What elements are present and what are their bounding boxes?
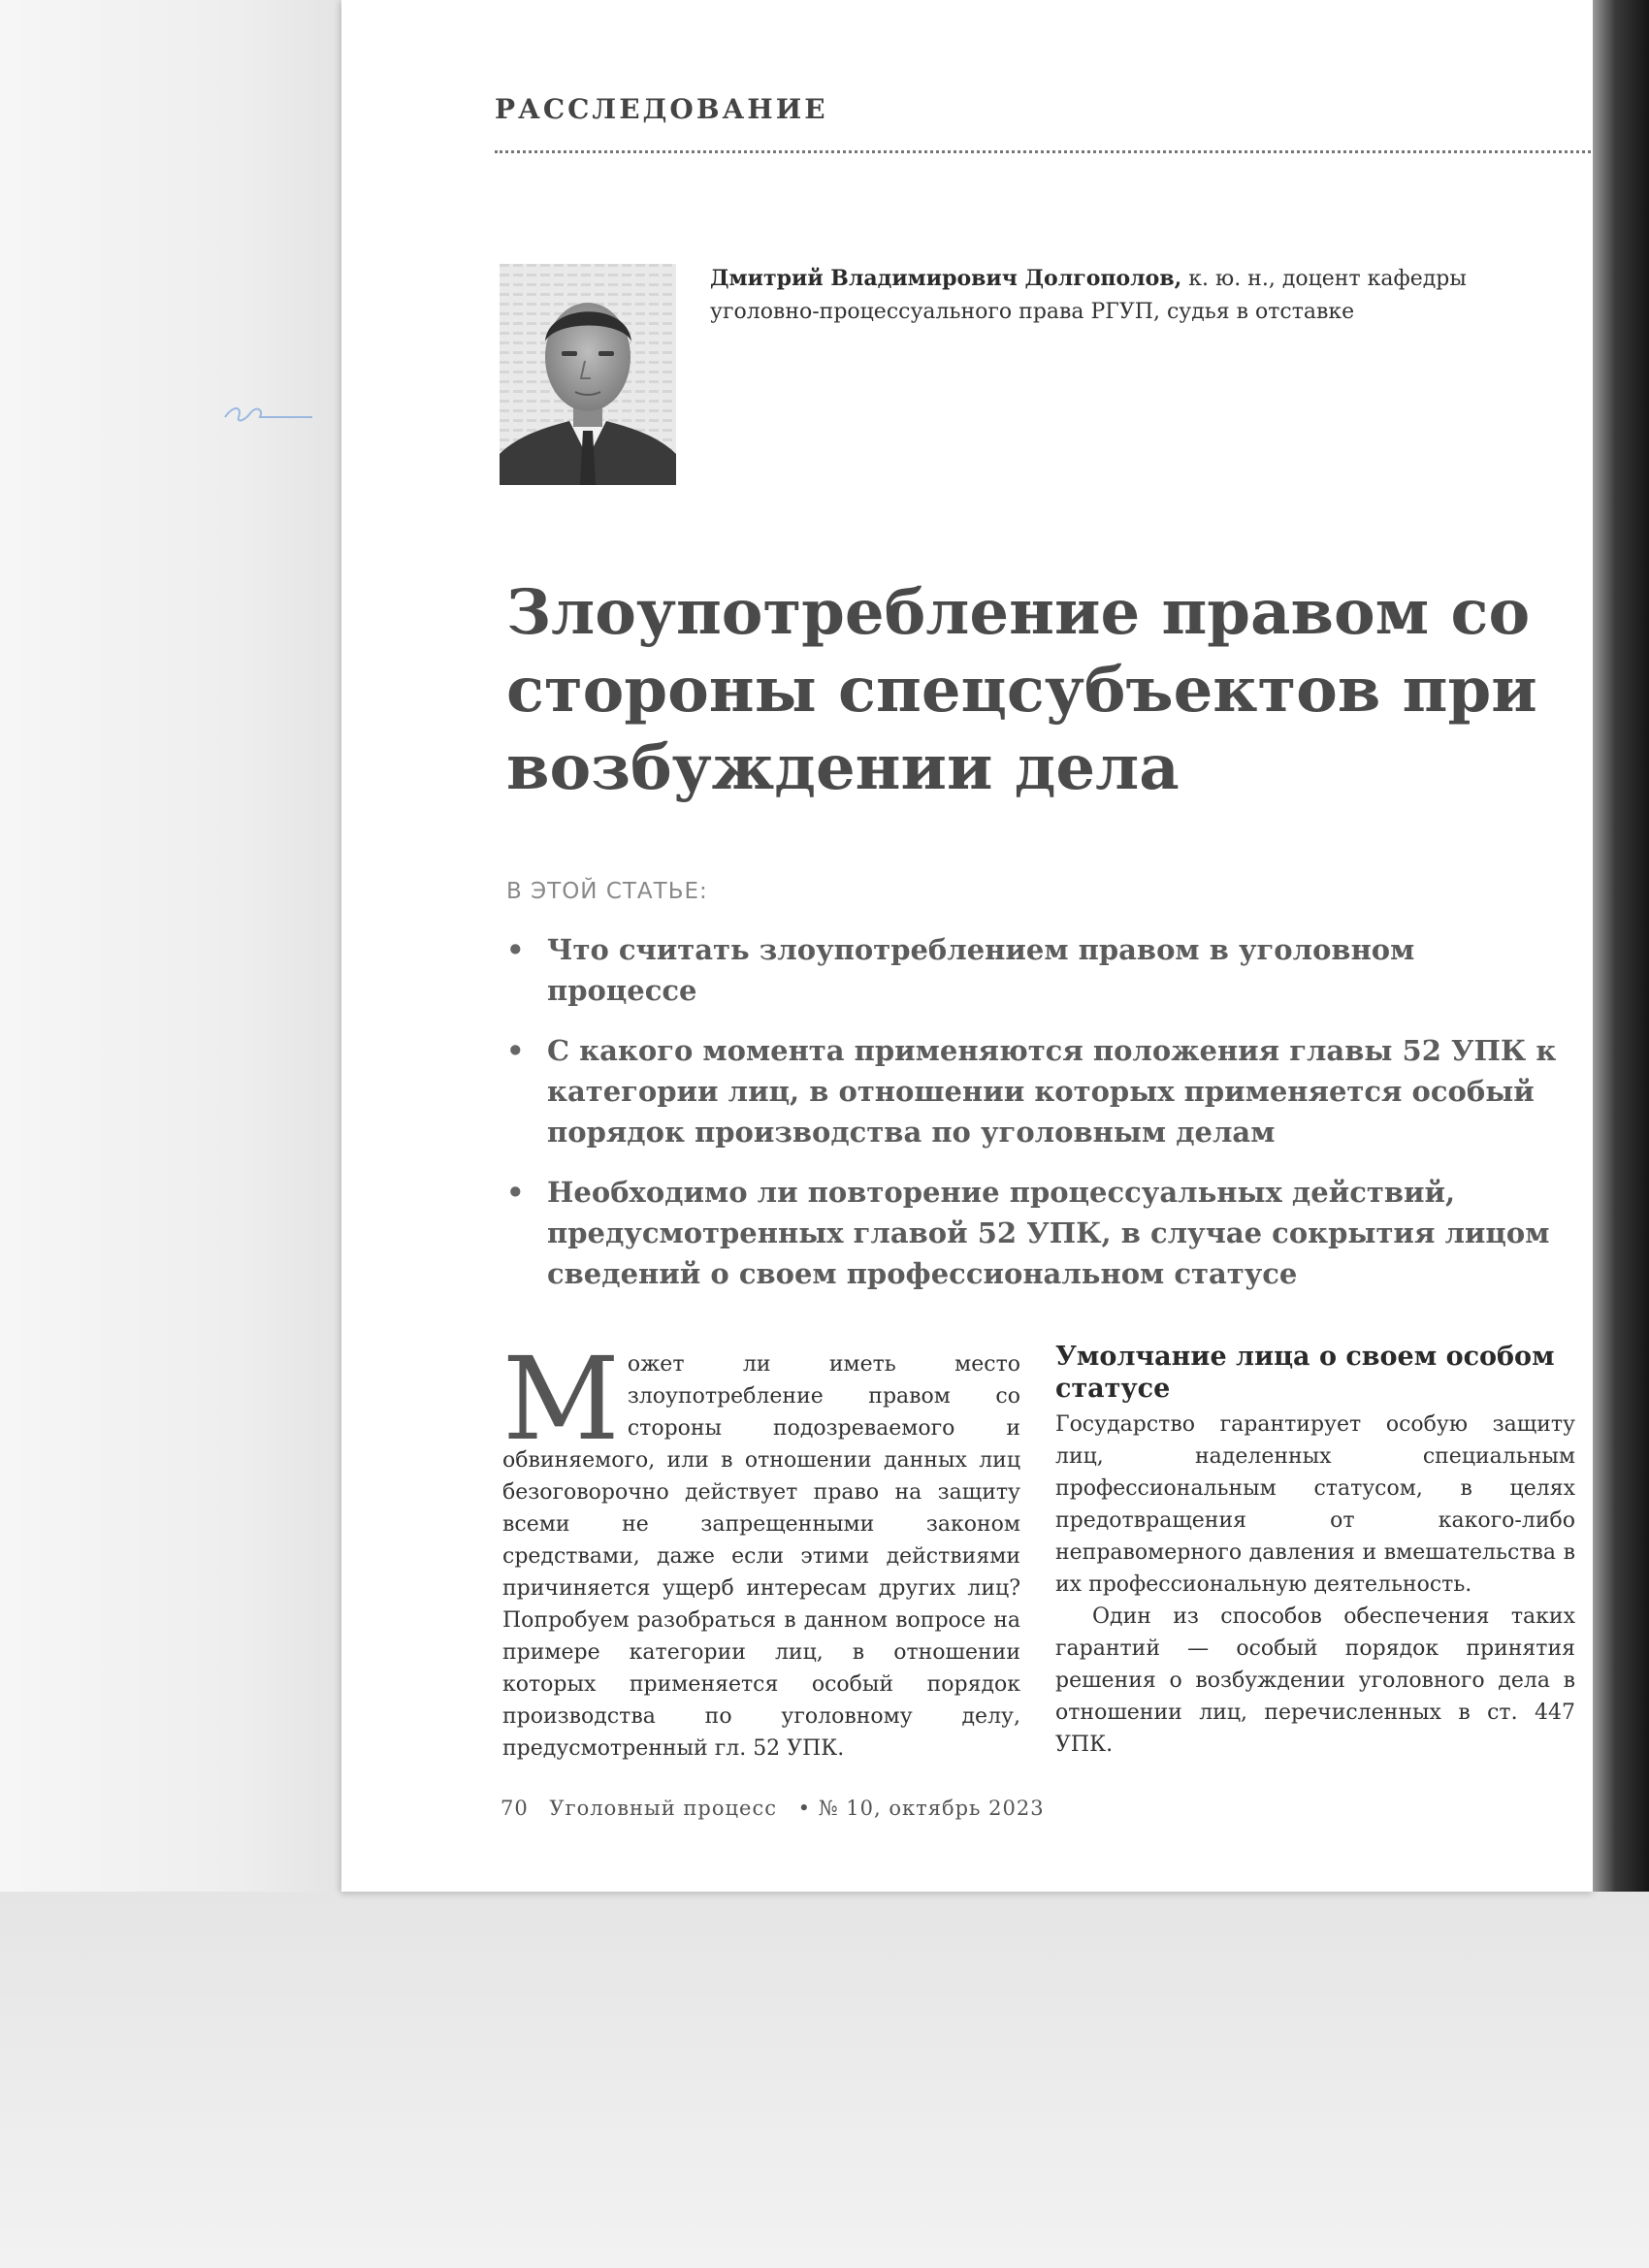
author-photo: [500, 264, 676, 485]
section-label: РАССЛЕДОВАНИЕ: [495, 93, 828, 125]
list-item: • Что считать злоупотреблением правом в уголовном процессе: [506, 929, 1564, 1011]
subsection-heading: Умолчание лица о своем особом статусе: [1055, 1342, 1555, 1404]
article-title: Злоупотребление правом со стороны спецсубъектов при возбуждении дела: [506, 576, 1537, 804]
journal-name: Уголовный процесс: [549, 1797, 777, 1820]
body-paragraph: Государство гарантирует особую защиту лиц, наделенных специальным профессиональным статусом, в целях предотвращения от какого-либо неправомерного давления и вмешательства в их профессиональную деятельность.: [1055, 1412, 1575, 1597]
scan-background-bottom: [0, 1892, 1649, 2268]
author-portrait-icon: [500, 264, 676, 485]
body-column-right: [1055, 1341, 1575, 1761]
issue-info: • № 10, октябрь 2023: [797, 1797, 1045, 1820]
author-credentials: к. ю. н., доцент кафедры уголовно-процессуального права РГУП, судья в отставке: [710, 267, 1467, 324]
dotted-divider: [495, 150, 1591, 153]
list-item: • С какого момента применяются положения главы 52 УПК к категории лиц, в отношении которых применяется особый порядок производства по уголовным делам: [506, 1030, 1564, 1152]
page-footer: [501, 1797, 1058, 1820]
body-text-left: ожет ли иметь место злоупотребление правом со стороны подозреваемого и обвиняемого, или в отношении данных лиц безоговорочно действует право на защиту всеми не запрещенными законом средствами, даже если этими действиями причиняется ущерб интересам других лиц? Попробуем разобраться в данном вопросе на примере категории лиц, в отношении которых применяется особый порядок производства по уголовному делу, предусмотренный гл. 52 УПК.: [502, 1352, 1020, 1761]
author-name: Дмитрий Владимирович Долгополов,: [710, 266, 1182, 291]
page-number: 70: [501, 1797, 529, 1820]
body-paragraph: Один из способов обеспечения таких гарантий — особый порядок принятия решения о возбуждении уголовного дела в отношении лиц, перечисленных в ст. 447 УПК.: [1055, 1604, 1575, 1757]
list-item: • Необходимо ли повторение процессуальных действий, предусмотренных главой 52 УПК, в случае сокрытия лицом сведений о своем профессиональном статусе: [506, 1172, 1564, 1294]
author-info: [710, 262, 1573, 329]
in-article-label: В ЭТОЙ СТАТЬЕ:: [506, 879, 708, 904]
in-article-list: [506, 929, 1564, 1313]
drop-cap: М: [502, 1332, 620, 1466]
body-column-left: [502, 1332, 1020, 1765]
pen-mark-icon: [215, 388, 322, 437]
scan-background-left: [0, 0, 341, 1892]
scan-dark-edge: [1593, 0, 1649, 1892]
